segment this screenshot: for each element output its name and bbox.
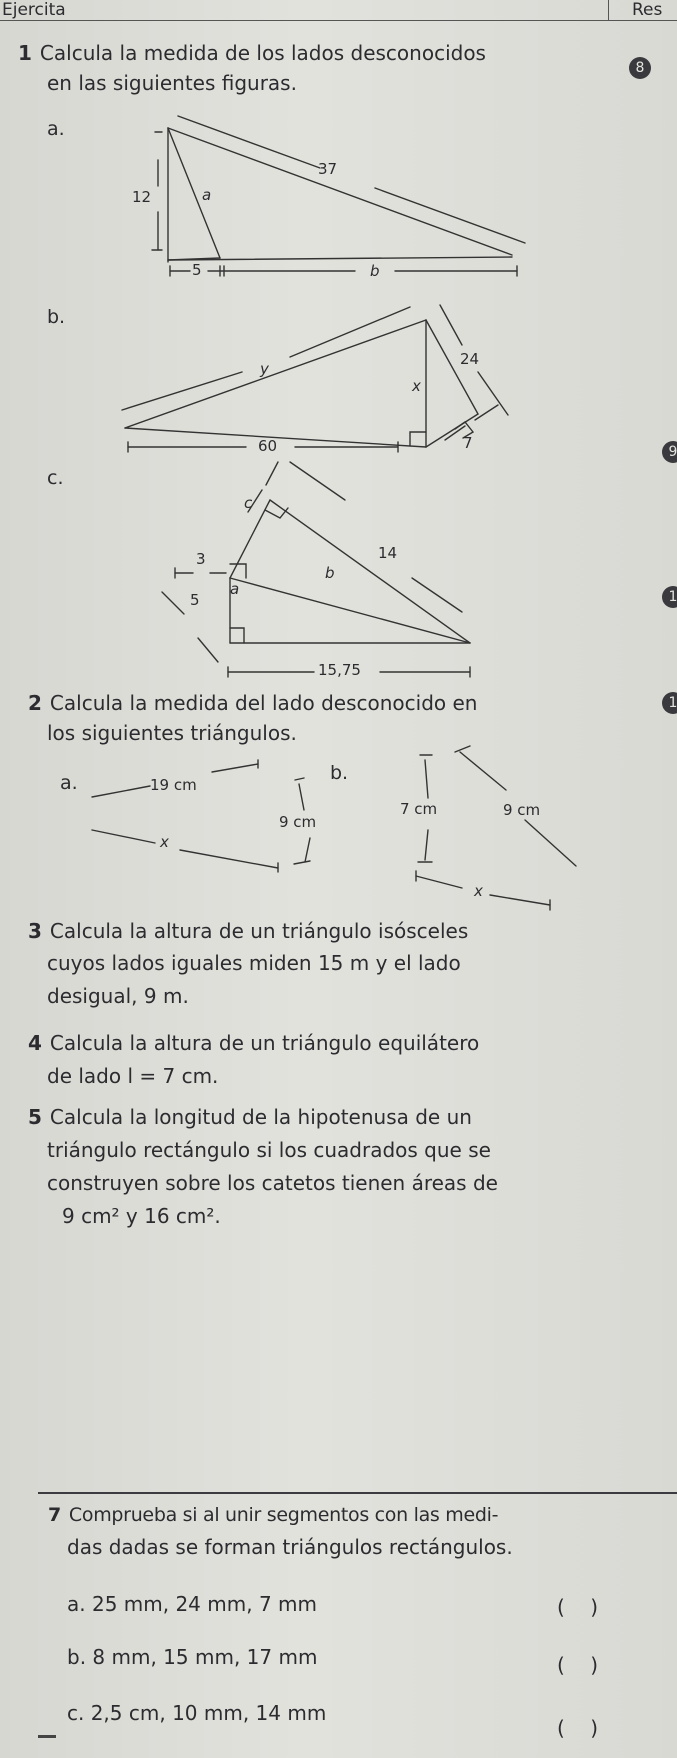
- figure-label: c: [244, 494, 253, 512]
- margin-badge: 9: [662, 441, 677, 463]
- figure-2a-dimensions: [92, 760, 310, 872]
- exercise-text: Calcula la medida de los lados desconocidos: [39, 41, 486, 65]
- exercise-3-line-1: [28, 918, 468, 944]
- header-right-title: Res: [632, 0, 663, 20]
- figure-label: a: [230, 580, 240, 598]
- exercise-text: Calcula la altura de un triángulo isósceles: [49, 919, 469, 943]
- figure-label: y: [260, 360, 269, 378]
- figure-label: 9 cm: [279, 813, 317, 831]
- figure-label: x: [160, 833, 169, 851]
- exercise-number: 2: [28, 691, 42, 715]
- figure-label: 60: [258, 437, 278, 455]
- item-letter: b.: [47, 306, 66, 328]
- figure-label: 7: [463, 434, 473, 452]
- exercise-7-line-1: [48, 1502, 498, 1528]
- exercise-5-line-3: construyen sobre los catetos tienen áreas de: [47, 1171, 498, 1195]
- margin-badge: 1: [662, 692, 677, 714]
- exercise-2-line-2: los siguientes triángulos.: [47, 721, 297, 745]
- item-letter: a.: [60, 772, 78, 794]
- exercise-5-line-4: 9 cm² y 16 cm².: [62, 1204, 221, 1228]
- item-letter: b.: [330, 762, 349, 784]
- figure-label: 24: [460, 350, 480, 368]
- exercise-3-line-3: desigual, 9 m.: [47, 984, 189, 1008]
- header-title: Ejercita: [2, 0, 66, 20]
- exercise-number: 4: [28, 1031, 42, 1055]
- answer-box[interactable]: ( ): [557, 1716, 599, 1740]
- section-divider: [38, 1492, 677, 1494]
- figure-label: b: [370, 262, 380, 280]
- exercise-text: Comprueba si al unir segmentos con las medi-: [68, 1504, 499, 1526]
- figure-label: 19 cm: [150, 776, 197, 794]
- figure-label: a: [202, 186, 212, 204]
- exercise-5-line-2: triángulo rectángulo si los cuadrados que se: [47, 1138, 491, 1162]
- figure-1c-triangle: [162, 462, 470, 677]
- exercise-1-line-2: en las siguientes figuras.: [47, 71, 297, 95]
- exercise-text: Calcula la altura de un triángulo equilátero: [49, 1031, 480, 1055]
- exercise-3-line-2: cuyos lados iguales miden 15 m y el lado: [47, 951, 461, 975]
- margin-badge: 8: [629, 57, 651, 79]
- list-item: b. 8 mm, 15 mm, 17 mm: [67, 1645, 318, 1669]
- list-item: c. 2,5 cm, 10 mm, 14 mm: [67, 1701, 327, 1725]
- item-letter: a.: [47, 118, 65, 140]
- exercise-5-line-1: [28, 1104, 472, 1130]
- exercise-4-line-2: de lado l = 7 cm.: [47, 1064, 219, 1088]
- margin-dash: [38, 1735, 56, 1738]
- item-letter: c.: [47, 467, 64, 489]
- exercise-number: 1: [18, 41, 32, 65]
- exercise-number: 7: [48, 1504, 61, 1526]
- figure-label: 5: [192, 261, 202, 279]
- figure-label: 9 cm: [503, 801, 541, 819]
- exercise-number: 5: [28, 1105, 42, 1129]
- margin-badge: 1: [662, 586, 677, 608]
- figure-label: x: [412, 377, 421, 395]
- figure-label: 12: [132, 188, 152, 206]
- exercise-number: 3: [28, 919, 42, 943]
- figure-label: 5: [190, 591, 200, 609]
- figure-label: 3: [196, 550, 206, 568]
- answer-box[interactable]: ( ): [557, 1653, 599, 1677]
- figure-label: 14: [378, 544, 398, 562]
- figure-1b-triangle: [122, 305, 508, 452]
- exercise-text: Calcula la longitud de la hipotenusa de un: [49, 1105, 472, 1129]
- figure-label: 7 cm: [400, 800, 438, 818]
- exercise-7-line-2: das dadas se forman triángulos rectángulos.: [67, 1535, 513, 1559]
- figure-2b-dimensions: [416, 746, 576, 910]
- list-item: a. 25 mm, 24 mm, 7 mm: [67, 1592, 317, 1616]
- exercise-2-line-1: [28, 690, 477, 716]
- figure-label: b: [325, 564, 335, 582]
- figure-label: x: [474, 882, 483, 900]
- figure-label: 37: [318, 160, 338, 178]
- exercise-4-line-1: [28, 1030, 479, 1056]
- figure-label: 15,75: [318, 661, 361, 679]
- exercise-text: Calcula la medida del lado desconocido en: [49, 691, 478, 715]
- answer-box[interactable]: ( ): [557, 1595, 599, 1619]
